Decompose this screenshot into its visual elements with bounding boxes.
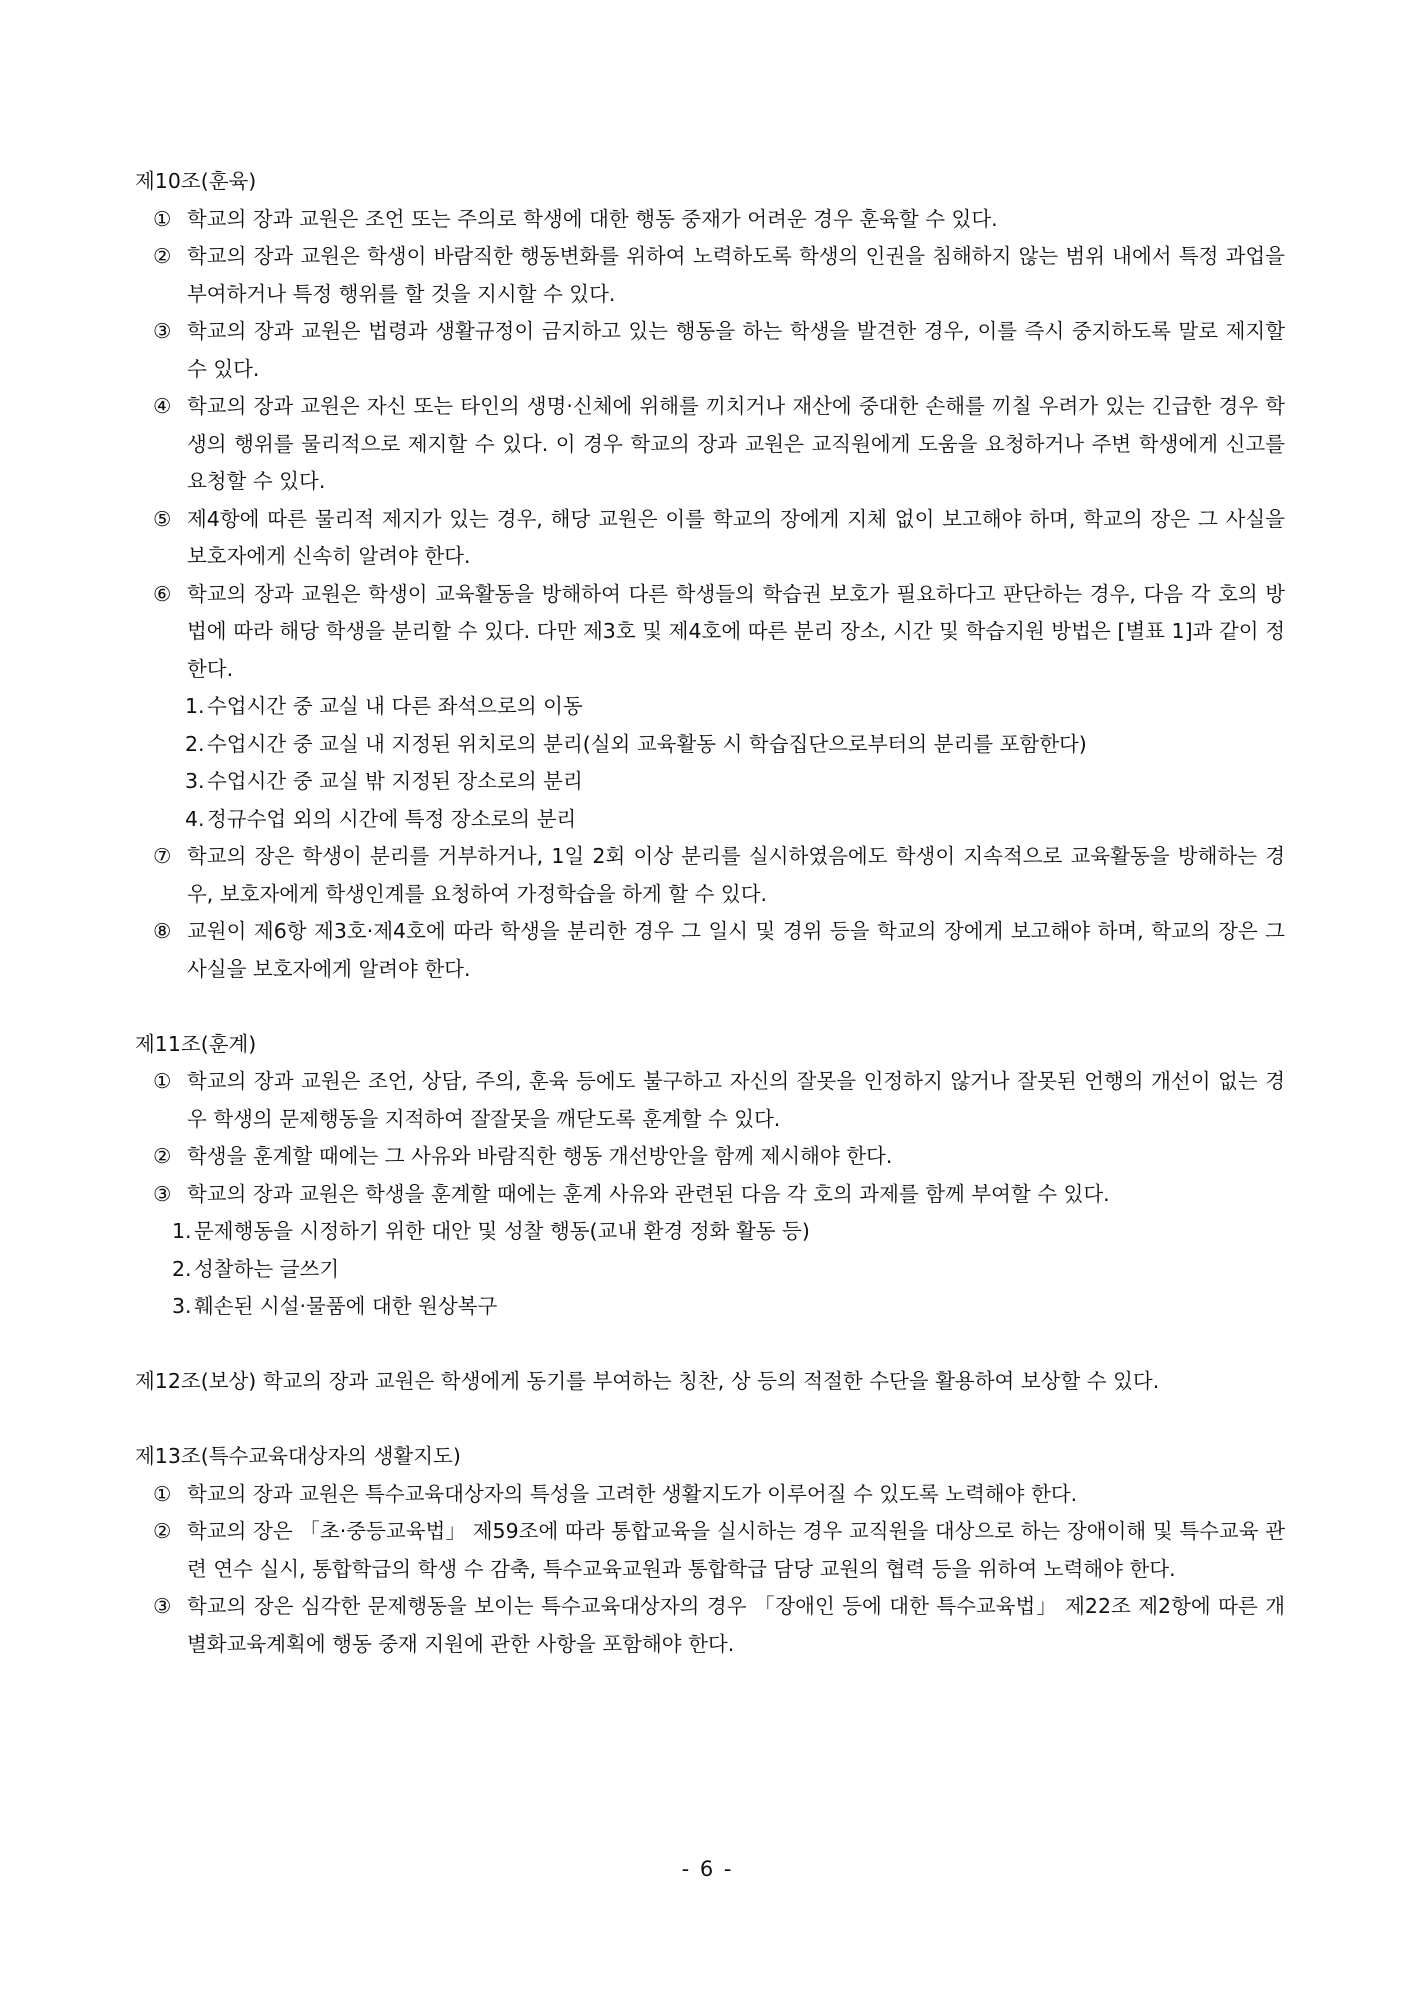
paragraph — [135, 1588, 1285, 1663]
spacer — [135, 1326, 1285, 1364]
paragraph-text: 제4항에 따른 물리적 제지가 있는 경우, 해당 교원은 이를 학교의 장에게 지체 없이 보고해야 하며, 학교의 장은 그 사실을 보호자에게 신속히 알려야 한다. — [187, 506, 1285, 568]
list-item — [135, 1213, 1285, 1251]
paragraph-mark: ⑤ — [153, 506, 172, 531]
page-number: - 6 - — [681, 1857, 734, 1881]
paragraph-mark: ② — [153, 1519, 172, 1543]
paragraph-text: 학교의 장은 「초·중등교육법」 제59조에 따라 통합교육을 실시하는 경우 교직원을 대상으로 하는 장애이해 및 특수교육 관련 연수 실시, 통합학급의 학생 수 감축, 특수교육교원과 통합학급 담당 교원의 협력 등을 위하여 노력해야 한다. — [187, 1519, 1285, 1581]
paragraph-mark: ⑥ — [153, 581, 172, 606]
paragraph-text: 학교의 장은 학생이 분리를 거부하거나, 1일 2회 이상 분리를 실시하였음에도 학생이 지속적으로 교육활동을 방해하는 경우, 보호자에게 학생인계를 요청하여 가정학습을 하게 할 수 있다. — [187, 844, 1285, 906]
paragraph — [135, 1513, 1285, 1588]
paragraph-text: 학교의 장과 교원은 학생을 훈계할 때에는 훈계 사유와 관련된 다음 각 호의 과제를 함께 부여할 수 있다. — [187, 1181, 1110, 1206]
paragraph-mark: ② — [153, 244, 172, 268]
paragraph-mark: ① — [153, 1069, 172, 1093]
paragraph — [135, 576, 1285, 689]
article-heading: 제12조(보상) — [135, 1369, 257, 1393]
list-item — [135, 688, 1285, 726]
paragraph-text: 학교의 장은 심각한 문제행동을 보이는 특수교육대상자의 경우 「장애인 등에 대한 특수교육법」 제22조 제2항에 따른 개별화교육계획에 행동 중재 지원에 관한 사항을 포함해야 한다. — [187, 1594, 1285, 1656]
item-number: 3. — [172, 1294, 192, 1318]
item-text: 정규수업 외의 시간에 특정 장소로의 분리 — [207, 806, 577, 831]
paragraph-text: 학생을 훈계할 때에는 그 사유와 바람직한 행동 개선방안을 함께 제시해야 한다. — [187, 1144, 893, 1168]
paragraph — [135, 913, 1285, 988]
article-12 — [135, 1363, 1285, 1401]
item-text: 수업시간 중 교실 밖 지정된 장소로의 분리 — [207, 769, 583, 793]
article-10 — [135, 163, 1285, 988]
paragraph-text: 학교의 장과 교원은 법령과 생활규정이 금지하고 있는 행동을 하는 학생을 발견한 경우, 이를 즉시 중지하도록 말로 제지할 수 있다. — [187, 319, 1285, 381]
paragraph — [135, 838, 1285, 913]
paragraph — [135, 201, 1285, 239]
paragraph — [135, 313, 1285, 388]
paragraph — [135, 238, 1285, 313]
paragraph — [135, 501, 1285, 576]
paragraph-mark: ② — [153, 1144, 172, 1168]
list-item — [135, 726, 1285, 764]
paragraph-text: 학교의 장과 교원은 조언 또는 주의로 학생에 대한 행동 중재가 어려운 경우 훈육할 수 있다. — [187, 206, 998, 231]
paragraph-text: 교원이 제6항 제3호·제4호에 따라 학생을 분리한 경우 그 일시 및 경위 등을 학교의 장에게 보고해야 하며, 학교의 장은 그 사실을 보호자에게 알려야 한다. — [187, 919, 1285, 981]
item-number: 2. — [172, 1256, 192, 1281]
list-item — [135, 1251, 1285, 1289]
item-text: 훼손된 시설·물품에 대한 원상복구 — [194, 1294, 498, 1318]
list-item — [135, 763, 1285, 801]
article-heading: 제10조(훈육) — [135, 169, 257, 193]
spacer — [135, 1401, 1285, 1439]
paragraph-mark: ⑧ — [153, 919, 172, 943]
item-number: 3. — [185, 769, 205, 793]
paragraph-mark: ③ — [153, 1181, 172, 1206]
article-heading: 제13조(특수교육대상자의 생활지도) — [135, 1444, 461, 1468]
paragraph-mark: ④ — [153, 394, 172, 418]
paragraph-text: 학교의 장과 교원은 학생이 교육활동을 방해하여 다른 학생들의 학습권 보호가 필요하다고 판단하는 경우, 다음 각 호의 방법에 따라 해당 학생을 분리할 수 있다. 다만 제3호 및 제4호에 따른 분리 장소, 시간 및 학습지원 방법은 [별표 1]과 같이 정한다. — [187, 581, 1285, 681]
item-text: 수업시간 중 교실 내 지정된 위치로의 분리(실외 교육활동 시 학습집단으로부터의 분리를 포함한다) — [207, 731, 1087, 756]
item-text: 문제행동을 시정하기 위한 대안 및 성찰 행동(교내 환경 정화 활동 등) — [194, 1219, 810, 1243]
item-number: 1. — [172, 1219, 192, 1243]
paragraph-text: 학교의 장과 교원은 조언, 상담, 주의, 훈육 등에도 불구하고 자신의 잘못을 인정하지 않거나 잘못된 언행의 개선이 없는 경우 학생의 문제행동을 지적하여 잘잘못을 깨닫도록 훈계할 수 있다. — [187, 1069, 1285, 1131]
document-body — [135, 163, 1285, 1663]
article-heading: 제11조(훈계) — [135, 1031, 257, 1056]
item-text: 수업시간 중 교실 내 다른 좌석으로의 이동 — [207, 694, 583, 718]
paragraph — [135, 1063, 1285, 1138]
item-number: 1. — [185, 694, 205, 718]
item-text: 성찰하는 글쓰기 — [194, 1256, 340, 1281]
paragraph — [135, 1138, 1285, 1176]
paragraph — [135, 1476, 1285, 1514]
paragraph-mark: ③ — [153, 1594, 172, 1618]
paragraph-mark: ① — [153, 206, 172, 231]
paragraph-mark: ① — [153, 1481, 172, 1506]
article-13 — [135, 1438, 1285, 1663]
paragraph-mark: ③ — [153, 319, 172, 343]
paragraph-text: 학교의 장과 교원은 특수교육대상자의 특성을 고려한 생활지도가 이루어질 수 있도록 노력해야 한다. — [187, 1481, 1078, 1506]
spacer — [135, 988, 1285, 1026]
paragraph — [135, 1176, 1285, 1214]
list-item — [135, 1288, 1285, 1326]
paragraph-text: 학교의 장과 교원은 학생이 바람직한 행동변화를 위하여 노력하도록 학생의 인권을 침해하지 않는 범위 내에서 특정 과업을 부여하거나 특정 행위를 할 것을 지시할 수 있다. — [187, 244, 1285, 306]
article-text: 학교의 장과 교원은 학생에게 동기를 부여하는 칭찬, 상 등의 적절한 수단을 활용하여 보상할 수 있다. — [262, 1369, 1160, 1393]
item-number: 4. — [185, 806, 205, 831]
paragraph — [135, 388, 1285, 501]
article-11 — [135, 1026, 1285, 1326]
paragraph-text: 학교의 장과 교원은 자신 또는 타인의 생명·신체에 위해를 끼치거나 재산에 중대한 손해를 끼칠 우려가 있는 긴급한 경우 학생의 행위를 물리적으로 제지할 수 있다. 이 경우 학교의 장과 교원은 교직원에게 도움을 요청하거나 주변 학생에게 신고를 요청할 수 있다. — [187, 394, 1285, 493]
item-number: 2. — [185, 731, 205, 756]
paragraph-mark: ⑦ — [153, 844, 172, 868]
list-item — [135, 801, 1285, 839]
